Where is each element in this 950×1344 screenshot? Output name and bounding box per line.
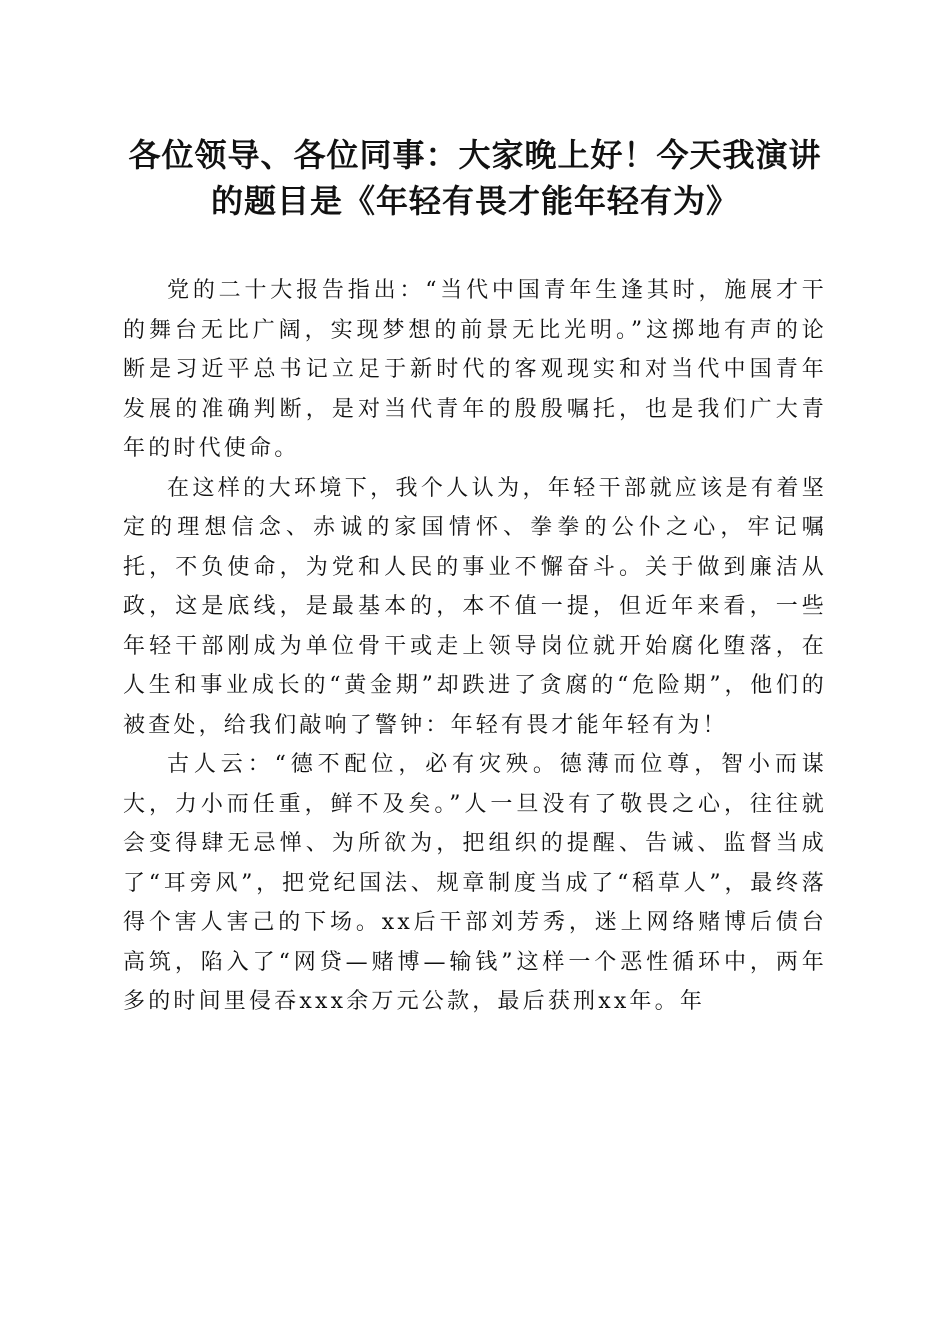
- paragraph-3: 古人云：“德不配位，必有灾殃。德薄而位尊，智小而谋大，力小而任重，鲜不及矣。”人一旦没有了敬畏之心，往往就会变得肆无忌惮、为所欲为，把组织的提醒、告诫、监督当成了“耳旁风”，把党纪国法、规章制度当成了“稻草人”，最终落得个害人害己的下场。xx后干部刘芳秀，迷上网络赌博后债台高筑，陷入了“网贷—赌博—输钱”这样一个恶性循环中，两年多的时间里侵吞xxx余万元公款，最后获刑xx年。年: [123, 752, 827, 1014]
- paragraph-2: 在这样的大环境下，我个人认为，年轻干部就应该是有着坚定的理想信念、赤诚的家国情怀、拳拳的公仆之心，牢记嘱托，不负使命，为党和人民的事业不懈奋斗。关于做到廉洁从政，这是底线，是最基本的，本不值一提，但近年来看，一些年轻干部刚成为单位骨干或走上领导岗位就开始腐化堕落，在人生和事业成长的“黄金期”却跌进了贪腐的“危险期”，他们的被查处，给我们敲响了警钟：年轻有畏才能年轻有为！: [123, 475, 827, 738]
- document-page: [123, 132, 827, 1022]
- paragraph-1: 党的二十大报告指出：“当代中国青年生逢其时，施展才干的舞台无比广阔，实现梦想的前景无比光明。”这掷地有声的论断是习近平总书记立足于新时代的客观现实和对当代中国青年发展的准确判断，是对当代青年的殷殷嘱托，也是我们广大青年的时代使命。: [123, 278, 827, 461]
- document-title: 各位领导、各位同事：大家晚上好！今天我演讲的题目是《年轻有畏才能年轻有为》: [128, 136, 822, 220]
